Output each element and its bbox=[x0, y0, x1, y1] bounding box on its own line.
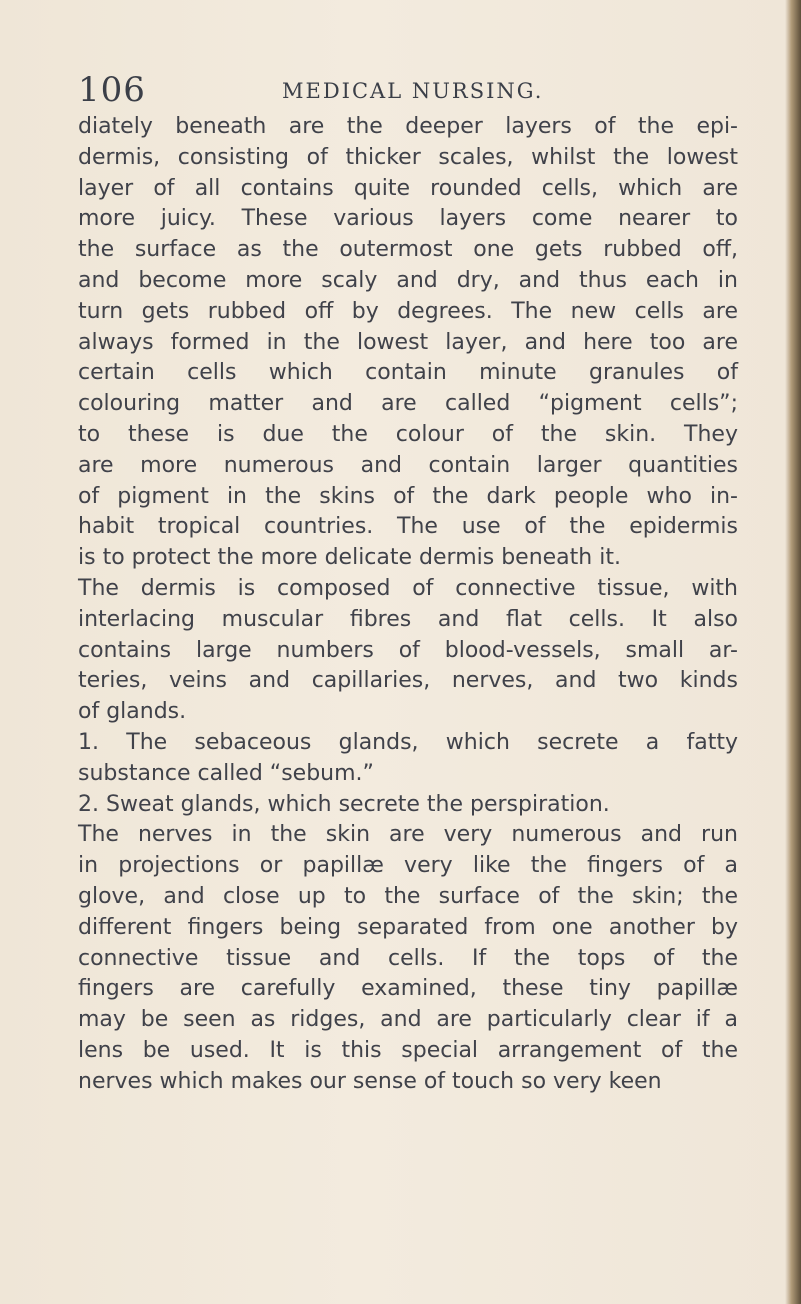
page-header bbox=[78, 70, 738, 114]
text-line: dermis, consisting of thicker scales, whilst the lowest bbox=[78, 144, 738, 170]
text-line: always formed in the lowest layer, and here too are bbox=[78, 329, 738, 355]
text-line: lens be used. It is this special arrangement of the bbox=[78, 1037, 738, 1063]
text-line: habit tropical countries. The use of the epidermis bbox=[78, 514, 738, 540]
text-line: fingers are carefully examined, these tiny papillæ bbox=[78, 976, 738, 1002]
text-line: teries, veins and capillaries, nerves, and two kinds bbox=[78, 668, 738, 694]
text-line: of glands. bbox=[78, 699, 187, 725]
text-line: The dermis is composed of connective tissue, with bbox=[78, 575, 738, 601]
running-head: MEDICAL NURSING. bbox=[282, 79, 544, 103]
text-line: 2. Sweat glands, which secrete the perspiration. bbox=[78, 791, 610, 817]
text-line: to these is due the colour of the skin. They bbox=[78, 421, 738, 447]
text-line: different fingers being separated from one another by bbox=[78, 914, 738, 940]
text-line: turn gets rubbed off by degrees. The new cells are bbox=[78, 298, 738, 324]
page-edge-shadow bbox=[785, 0, 801, 1304]
text-line: diately beneath are the deeper layers of the epi- bbox=[78, 114, 738, 139]
text-line: 1. The sebaceous glands, which secrete a fatty bbox=[78, 729, 738, 755]
text-line: certain cells which contain minute granules of bbox=[78, 360, 738, 386]
text-line: nerves which makes our sense of touch so very keen bbox=[78, 1068, 662, 1094]
body-text bbox=[78, 112, 738, 1098]
text-line: connective tissue and cells. If the tops of the bbox=[78, 945, 738, 971]
text-line: layer of all contains quite rounded cells, which are bbox=[78, 175, 738, 201]
text-line: substance called “sebum.” bbox=[78, 760, 374, 786]
text-line: in projections or papillæ very like the fingers of a bbox=[78, 853, 738, 879]
text-line: are more numerous and contain larger quantities bbox=[78, 452, 738, 478]
text-line: the surface as the outermost one gets rubbed off, bbox=[78, 237, 738, 263]
text-line: colouring matter and are called “pigment cells”; bbox=[78, 391, 738, 417]
text-line: glove, and close up to the surface of the skin; the bbox=[78, 883, 738, 909]
text-line: of pigment in the skins of the dark people who in- bbox=[78, 483, 738, 509]
text-line: and become more scaly and dry, and thus each in bbox=[78, 267, 738, 293]
text-line: interlacing muscular fibres and flat cells. It also bbox=[78, 606, 738, 632]
text-line: The nerves in the skin are very numerous and run bbox=[78, 822, 738, 848]
text-line: may be seen as ridges, and are particularly clear if a bbox=[78, 1007, 738, 1033]
page-number: 106 bbox=[78, 70, 146, 110]
text-line: contains large numbers of blood-vessels, small ar- bbox=[78, 637, 738, 663]
text-line: is to protect the more delicate dermis beneath it. bbox=[78, 545, 621, 571]
text-line: more juicy. These various layers come nearer to bbox=[78, 206, 738, 232]
